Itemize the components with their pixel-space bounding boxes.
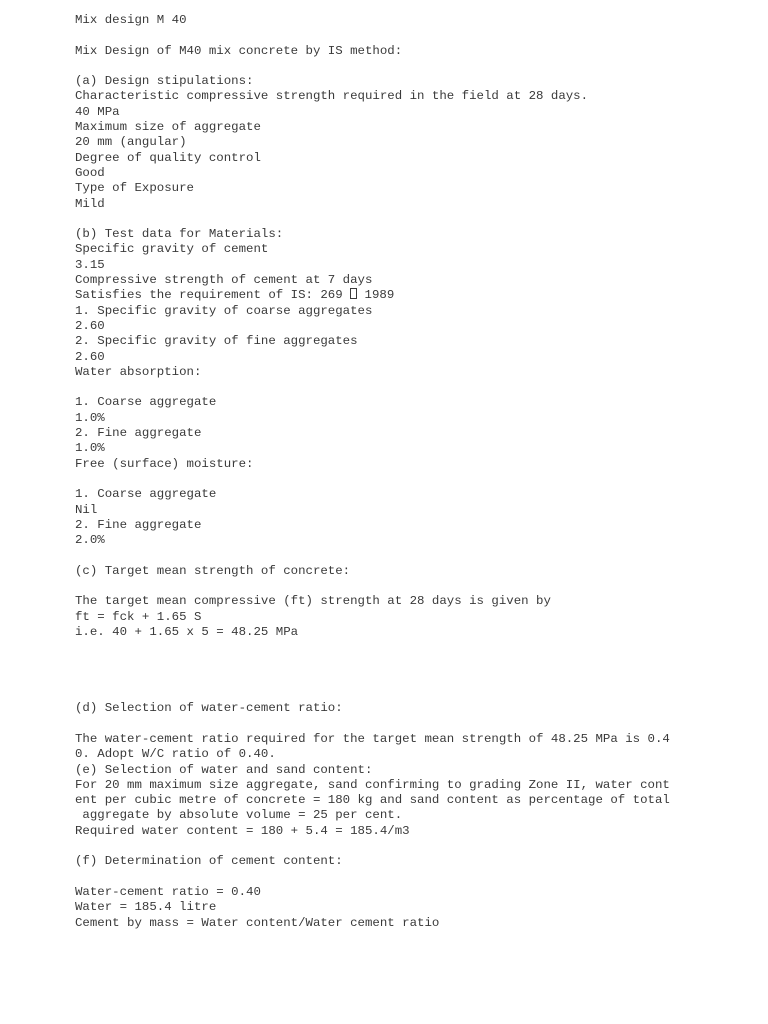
section-a-line: Type of Exposure: [75, 181, 194, 196]
section-d-line: 0. Adopt W/C ratio of 0.40.: [75, 747, 276, 762]
section-c-heading: (c) Target mean strength of concrete:: [75, 563, 351, 578]
section-b-line: Free (surface) moisture:: [75, 456, 254, 471]
section-b-line: Specific gravity of cement: [75, 242, 269, 257]
document-page: [75, 13, 755, 931]
section-a-line: Good: [75, 165, 105, 180]
section-a-line: Maximum size of aggregate: [75, 120, 261, 135]
section-e-line: For 20 mm maximum size aggregate, sand confirming to grading Zone II, water cont: [75, 777, 670, 792]
section-c-line: The target mean compressive (ft) strength at 28 days is given by: [75, 594, 551, 609]
section-b-line: 1. Coarse aggregate: [75, 487, 217, 502]
section-b-line: Water absorption:: [75, 364, 202, 379]
section-b-line: 1. Coarse aggregate: [75, 395, 217, 410]
section-a-line: 40 MPa: [75, 104, 120, 119]
section-a-line: Characteristic compressive strength required in the field at 28 days.: [75, 89, 589, 104]
section-b-line: 2. Fine aggregate: [75, 426, 202, 441]
is-standard-prefix: Satisfies the requirement of IS: 269: [75, 288, 351, 303]
document-subtitle: Mix Design of M40 mix concrete by IS method:: [75, 43, 403, 58]
section-b-line: 1. Specific gravity of coarse aggregates: [75, 303, 373, 318]
section-d-line: The water-cement ratio required for the target mean strength of 48.25 MPa is 0.4: [75, 731, 670, 746]
section-b-heading: (b) Test data for Materials:: [75, 227, 284, 242]
section-b-line: 2.0%: [75, 533, 105, 548]
section-e-line: aggregate by absolute volume = 25 per cent.: [75, 808, 403, 823]
is-standard-suffix: 1989: [357, 288, 395, 303]
section-a-line: Degree of quality control: [75, 150, 261, 165]
section-a-line: Mild: [75, 196, 105, 211]
section-f-heading: (f) Determination of cement content:: [75, 854, 343, 869]
section-e-heading: (e) Selection of water and sand content:: [75, 762, 373, 777]
section-b-line: 1.0%: [75, 441, 105, 456]
section-a-heading: (a) Design stipulations:: [75, 74, 254, 89]
section-b-line: Compressive strength of cement at 7 days: [75, 273, 373, 288]
section-f-line: Cement by mass = Water content/Water cement ratio: [75, 915, 440, 930]
section-e-line: Required water content = 180 + 5.4 = 185.4/m3: [75, 823, 410, 838]
section-c-line: ft = fck + 1.65 S: [75, 609, 202, 624]
section-b-line: 3.15: [75, 257, 105, 272]
section-f-line: Water-cement ratio = 0.40: [75, 884, 261, 899]
document-title: Mix design M 40: [75, 13, 187, 27]
is-standard-line: [75, 288, 755, 303]
section-d-heading: (d) Selection of water-cement ratio:: [75, 701, 343, 716]
section-a-line: 20 mm (angular): [75, 135, 187, 150]
section-c-line: i.e. 40 + 1.65 x 5 = 48.25 MPa: [75, 624, 299, 639]
section-f-line: Water = 185.4 litre: [75, 900, 217, 915]
section-b-line: 2. Specific gravity of fine aggregates: [75, 334, 358, 349]
section-b-line: 2.60: [75, 349, 105, 364]
section-b-line: 2.60: [75, 318, 105, 333]
section-e-line: ent per cubic metre of concrete = 180 kg and sand content as percentage of total: [75, 793, 670, 808]
section-b-line: 1.0%: [75, 410, 105, 425]
section-b-line: 2. Fine aggregate: [75, 517, 202, 532]
section-b-line: Nil: [75, 502, 98, 517]
